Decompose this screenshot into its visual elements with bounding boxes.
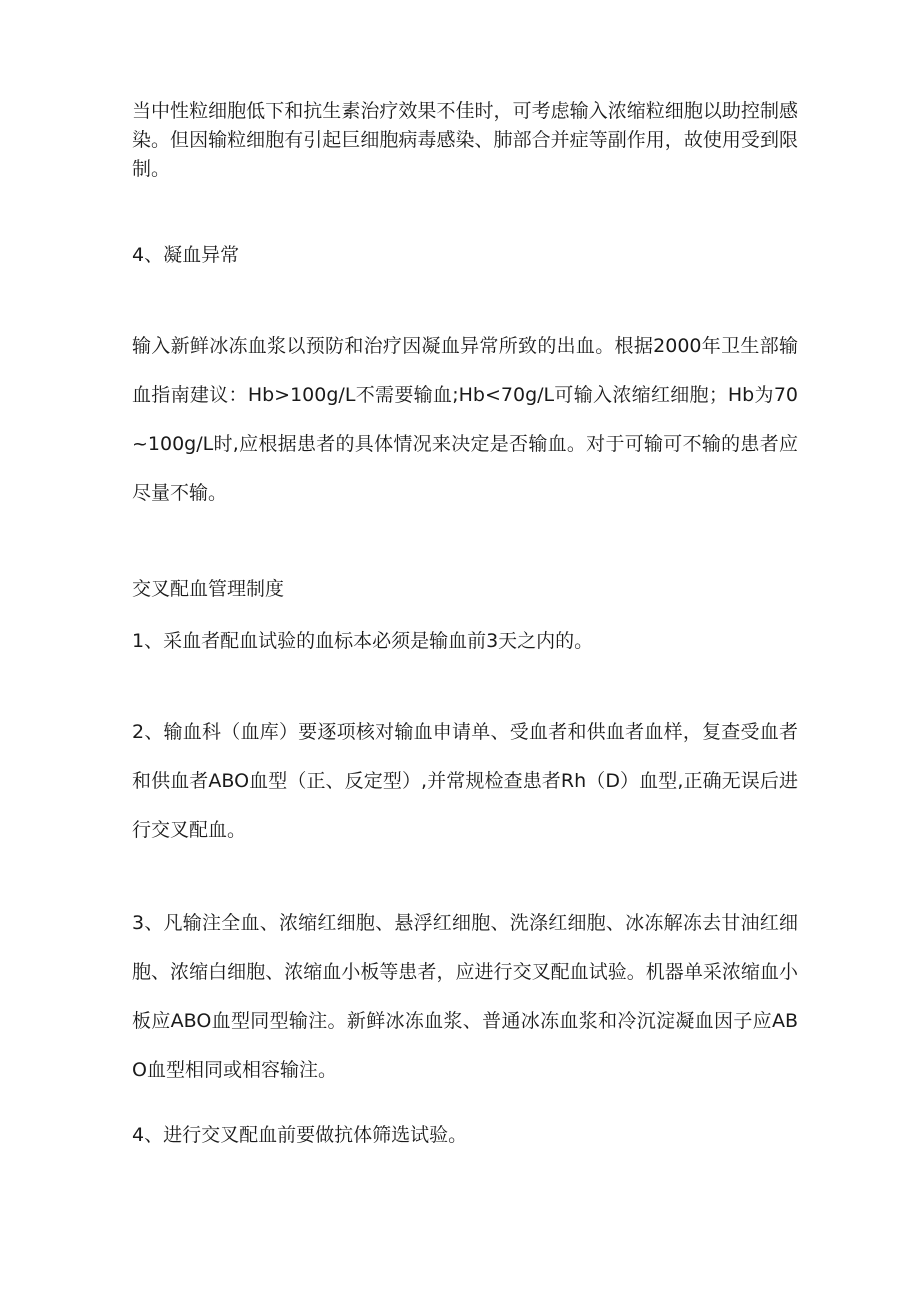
rule-item-2: 2、输血科（血库）要逐项核对输血申请单、受血者和供血者血样，复查受血者和供血者ABO血型（正、反定型）,并常规检查患者Rh（D）血型,正确无误后进行交叉配血。 — [132, 721, 798, 841]
paragraph-granulocyte-transfusion: 当中性粒细胞低下和抗生素治疗效果不佳时，可考虑输入浓缩粒细胞以助控制感染。但因输粒细胞有引起巨细胞病毒感染、肺部合并症等副作用，故使用受到限制。 — [132, 100, 798, 180]
section-heading-crossmatch-policy: 交叉配血管理制度 — [132, 578, 285, 600]
paragraph-plasma-transfusion: 输入新鲜冰冻血浆以预防和治疗因凝血异常所致的出血。根据2000年卫生部输血指南建议：Hb>100g/L不需要输血;Hb<70g/L可输入浓缩红细胞；Hb为70~100g/L时,应根据患者的具体情况来决定是否输血。对于可输可不输的患者应尽量不输。 — [132, 335, 798, 504]
rule-item-4: 4、进行交叉配血前要做抗体筛选试验。 — [132, 1124, 468, 1146]
section-heading-coagulation: 4、凝血异常 — [132, 244, 240, 266]
rule-item-3: 3、凡输注全血、浓缩红细胞、悬浮红细胞、洗涤红细胞、冰冻解冻去甘油红细胞、浓缩白细胞、浓缩血小板等患者，应进行交叉配血试验。机器单采浓缩血小板应ABO血型同型输注。新鲜冰冻血浆、普通冰冻血浆和冷沉淀凝血因子应ABO血型相同或相容输注。 — [132, 912, 798, 1081]
rule-item-1: 1、采血者配血试验的血标本必须是输血前3天之内的。 — [132, 630, 594, 652]
